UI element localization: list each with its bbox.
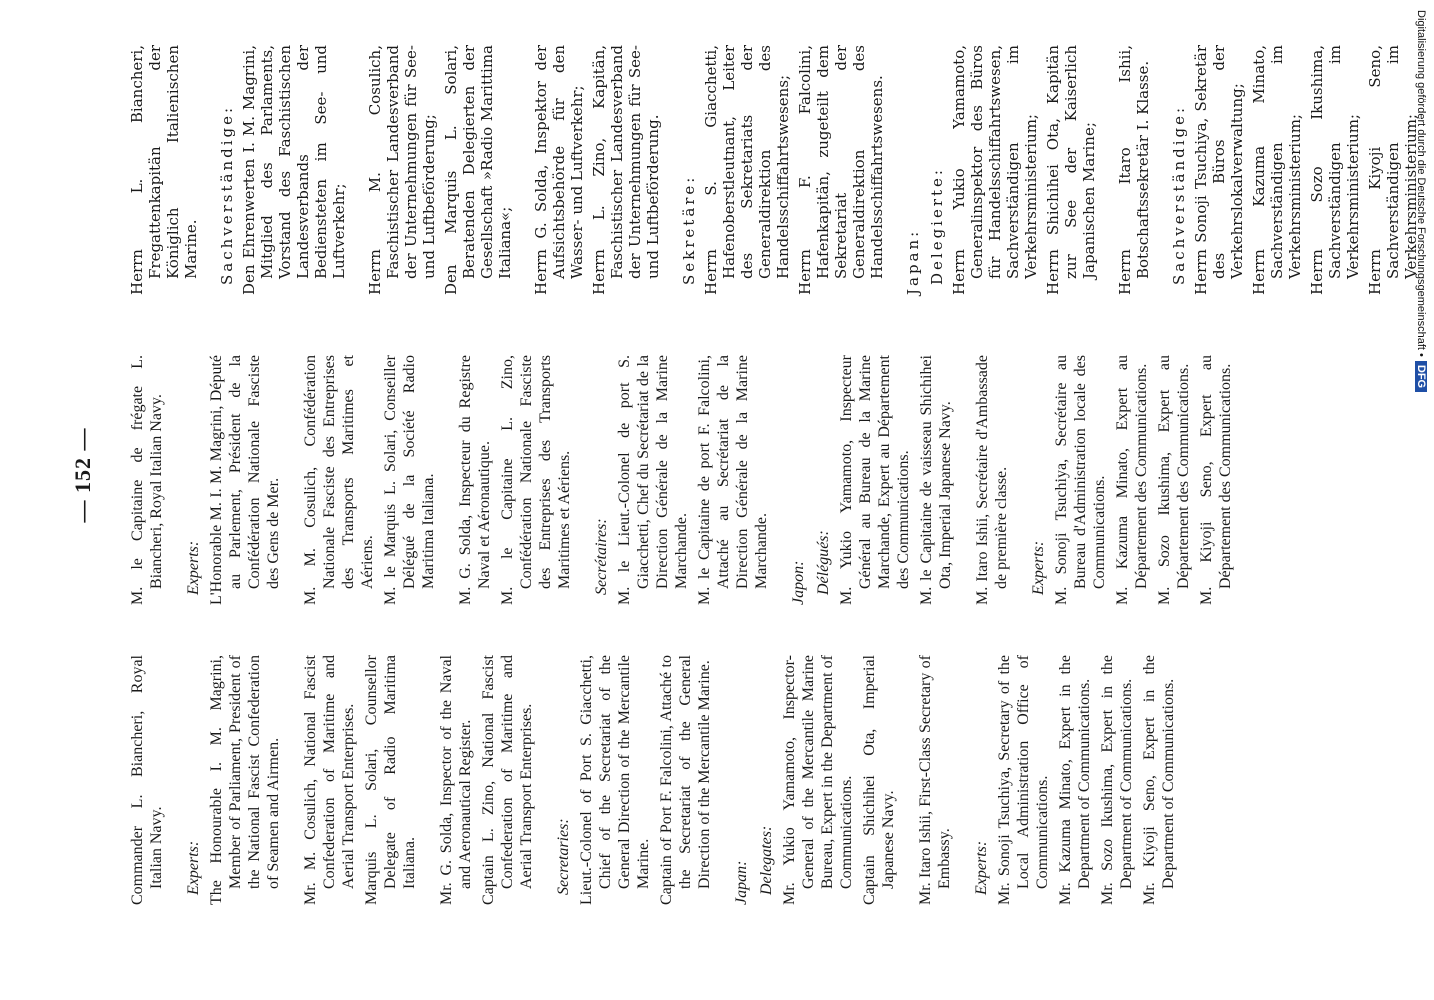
- experts2-heading-fr: Experts:: [1030, 540, 1047, 595]
- digitization-credit: [1410, 10, 1432, 990]
- entry-magrini-fr: L'Honorable M. I. M. Magrini, Député au Parlement, Président de la Confédération Nationale Fasciste des Gens de Mer.: [208, 355, 282, 605]
- dfg-logo: DFG: [1415, 361, 1427, 392]
- entry-seno-de: Herrn Kiyoji Seno, Sachverständigen im Verkehrsministerium;: [1366, 45, 1420, 295]
- country-japan-fr: Japon:: [790, 560, 807, 605]
- entry-giacchetti-fr: M. le Lieut.-Colonel de port S. Giacchetti, Chef du Secrétariat de la Direction Générale de la Marine Marchande.: [616, 355, 690, 605]
- entry-ishii-de: Herrn Itaro Ishii, Botschaftssekretär I. Klasse.: [1116, 45, 1152, 295]
- entry-tsuchiya-de: Herrn Sonoji Tsuchiya, Sekretär des Büros der Verkehrslokalverwaltung;: [1192, 45, 1246, 295]
- entry-magrini-de: Den Ehrenwerten I. M. Magrini, Mitglied des Parlaments, Vorstand des Faschistischen Landesverbands der Bediensteten im See- und Luftverkehr;: [240, 45, 348, 295]
- delegates-heading-en: Delegates:: [758, 825, 775, 895]
- experts2-heading-en: Experts:: [973, 840, 990, 895]
- entry-ota-en: Captain Shichihei Ota, Imperial Japanese Navy.: [861, 655, 897, 905]
- country-japan-de: Japan:: [904, 228, 922, 295]
- entry-tsuchiya-en: Mr. Sonoji Tsuchiya, Secretary of the Local Administration Office of Communications.: [996, 655, 1051, 905]
- entry-zino-de: Herrn L. Zino, Kapitän, Faschistischer Landesverband der Unternehmungen für See- und Luftbeförderung.: [590, 45, 662, 295]
- experts-heading-en: Experts:: [185, 840, 202, 895]
- entry-minato-de: Herrn Kazuma Minato, Sachverständigen im Verkehrsministerium;: [1250, 45, 1304, 295]
- entry-biancheri-fr: M. le Capitaine de frégate L. Biancheri, Royal Italian Navy.: [129, 355, 165, 605]
- entry-falcolini-de: Herrn F. Falcolini, Hafenkapitän, zugeteilt dem Sekretariat der Generaldirektion des Handelsschiffahrtswesens.: [796, 45, 886, 295]
- entry-falcolini-en: Captain of Port F. Falcolini, Attaché to the Secretariat of the General Direction of the Mercantile Marine.: [658, 655, 713, 905]
- entry-yamamoto-en: Mr. Yukio Yamamoto, Inspector-General of the Mercantile Marine Bureau, Expert in the Department of Communications.: [781, 655, 855, 905]
- secretaries-heading-en: Secretaries:: [555, 818, 572, 895]
- english-column: [128, 655, 1182, 905]
- entry-solari-en: Marquis L. Solari, Counsellor Delegate of Radio Maritima Italiana.: [363, 655, 418, 905]
- entry-biancheri-en: Commander L. Biancheri, Royal Italian Navy.: [129, 655, 165, 905]
- experts-heading-de: Sachverständige:: [218, 104, 236, 285]
- entry-ikushima-fr: M. Sozo Ikushima, Expert au Département des Communications.: [1156, 355, 1192, 605]
- entry-cosulich-en: Mr. M. Cosulich, National Fascist Confederation of Maritime and Aerial Transport Enterprises.: [302, 655, 357, 905]
- entry-minato-fr: M. Kazuma Minato, Expert au Département des Communications.: [1114, 355, 1150, 605]
- entry-yamamoto-de: Herrn Yukio Yamamoto, Generalinspektor des Büros für Handelsschiffahrtswesen, Sachverständigen im Verkehrsministerium;: [950, 45, 1040, 295]
- credit-text: Digitalisierung gefördert durch die Deutsche Forschungsgemeinschaft •: [1415, 10, 1427, 357]
- entry-zino-en: Captain L. Zino, National Fascist Confederation of Maritime and Aerial Transport Enterprises.: [480, 655, 535, 905]
- entry-cosulich-fr: M. M. Cosulich, Confédération Nationale Fasciste des Entreprises des Transports Maritimes et Aériens.: [302, 355, 376, 605]
- entry-ota-de: Herrn Shichihei Ota, Kapitän zur See der Kaiserlich Japanischen Marine;: [1044, 45, 1098, 295]
- entry-solda-de: Herrn G. Solda, Inspektor der Aufsichtsbehörde für den Wasser- und Luftverkehr;: [532, 45, 586, 295]
- entry-magrini-en: The Honourable I. M. Magrini, Member of Parliament, President of the National Fascist Confederation of Seamen and Airmen.: [208, 655, 282, 905]
- entry-ikushima-de: Herrn Sozo Ikushima, Sachverständigen im Verkehrsministerium;: [1308, 45, 1362, 295]
- entry-cosulich-de: Herrn M. Cosulich, Faschistischer Landesverband der Unternehmungen für See- und Luftbeförderung;: [366, 45, 438, 295]
- entry-seno-en: Mr. Kiyoji Seno, Expert in the Department of Communications.: [1141, 655, 1177, 905]
- entry-ota-fr: M. le Capitaine de vaisseau Shichihei Ota, Imperial Japanese Navy.: [918, 355, 954, 605]
- country-japan-en: Japan:: [733, 860, 750, 905]
- entry-solari-fr: M. le Marquis L. Solari, Conseiller Délégué de la Société Radio Maritima Italiana.: [382, 355, 437, 605]
- entry-biancheri-de: Herrn L. Biancheri, Fregattenkapitän der Königlich Italienischen Marine.: [128, 45, 200, 295]
- secretaries-heading-fr: Secrétaires:: [593, 518, 610, 595]
- entry-ishii-en: Mr. Itaro Ishii, First-Class Secretary of Embassy.: [917, 655, 953, 905]
- entry-seno-fr: M. Kiyoji Seno, Expert au Département des Communications.: [1198, 355, 1234, 605]
- entry-falcolini-fr: M. le Capitaine de port F. Falcolini, Attaché au Secrétariat de la Direction Générale de la Marine Marchande.: [696, 355, 770, 605]
- entry-solari-de: Den Marquis L. Solari, Beratenden Delegierten der Gesellschaft »Radio Marittima Italiana«;: [442, 45, 514, 295]
- entry-ishii-fr: M. Itaro Ishii, Secrétaire d'Ambassade de première classe.: [974, 355, 1010, 605]
- french-column: [128, 355, 1239, 605]
- page-number: — 152 —: [70, 427, 95, 523]
- secretaries-heading-de: Sekretäre:: [680, 174, 698, 285]
- entry-solda-fr: M. G. Solda, Inspecteur du Registre Naval et Aéronautique.: [457, 355, 493, 605]
- entry-ikushima-en: Mr. Sozo Ikushima, Expert in the Department of Communications.: [1099, 655, 1135, 905]
- rotated-page: [70, 45, 1420, 905]
- entry-giacchetti-en: Lieut.-Colonel of Port S. Giacchetti, Chief of the Secretariat of the General Direction of the Mercantile Marine.: [578, 655, 652, 905]
- entry-yamamoto-fr: M. Yukio Yamamoto, Inspecteur Général au Bureau de la Marine Marchande, Expert au Département des Communications.: [838, 355, 912, 605]
- entry-tsuchiya-fr: M. Sonoji Tsuchiya, Secrétaire au Bureau d'Administration locale des Communications.: [1053, 355, 1108, 605]
- delegates-heading-fr: Délégués:: [815, 530, 832, 595]
- experts-heading-fr: Experts:: [185, 540, 202, 595]
- entry-zino-fr: M. le Capitaine L. Zino, Confédération Nationale Fasciste des Entreprises des Transports Maritimes et Aériens.: [499, 355, 573, 605]
- german-column: [128, 45, 1424, 295]
- experts2-heading-de: Sachverständige:: [1170, 104, 1188, 285]
- entry-solda-en: Mr. G. Solda, Inspector of the Naval and Aeronautical Register.: [438, 655, 474, 905]
- delegates-heading-de: Delegierte:: [928, 167, 946, 285]
- entry-minato-en: Mr. Kazuma Minato, Expert in the Department of Communications.: [1057, 655, 1093, 905]
- entry-giacchetti-de: Herrn S. Giacchetti, Hafenoberstleutnant, Leiter des Sekretariats der Generaldirektion des Handelsschiffahrtswesens;: [702, 45, 792, 295]
